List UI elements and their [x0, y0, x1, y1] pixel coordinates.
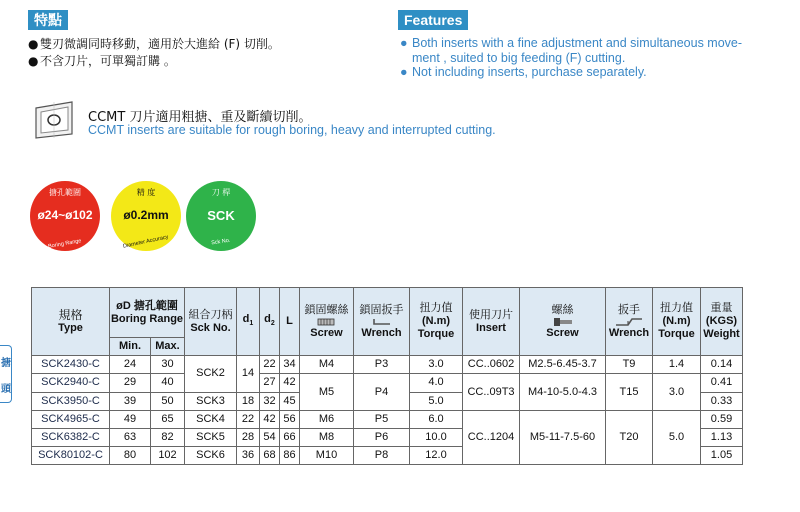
- header-l: L: [280, 288, 300, 356]
- header-torque2: 扭力值 (N.m) Torque: [653, 288, 701, 356]
- cell-max: 82: [151, 428, 185, 446]
- hex-key-icon: [371, 317, 393, 327]
- feature-zh-1: ● 雙刃微調同時移動，適用於大進給 (F) 切削。: [28, 37, 280, 51]
- cell-max: 65: [151, 410, 185, 428]
- cell-sck: SCK2: [185, 356, 237, 392]
- cell-wrench: P6: [354, 428, 410, 446]
- header-weight: 重量 (KGS) Weight: [701, 288, 743, 356]
- cell-weight: 0.41: [701, 374, 743, 392]
- header-d1: $d_1$: [237, 288, 260, 356]
- cell-screw2: M4-10-5.0-4.3: [520, 374, 606, 410]
- cell-d2: 54: [260, 428, 280, 446]
- cell-l: 66: [280, 428, 300, 446]
- cell-torque: 3.0: [410, 356, 463, 374]
- cell-weight: 0.33: [701, 392, 743, 410]
- table-row: [32, 374, 743, 392]
- cell-min: 80: [110, 447, 151, 465]
- bullet-icon: ●: [400, 36, 408, 50]
- cell-d1: 22: [237, 410, 260, 428]
- feature-en-1-cont: ment , suited to big feeding (F) cutting.: [412, 51, 626, 65]
- cell-min: 49: [110, 410, 151, 428]
- cell-torque: 12.0: [410, 447, 463, 465]
- cell-screw2: M2.5-6.45-3.7: [520, 356, 606, 374]
- cell-min: 63: [110, 428, 151, 446]
- cell-type: SCK80102-C: [32, 447, 110, 465]
- cell-min: 39: [110, 392, 151, 410]
- spec-table: [31, 287, 743, 465]
- ccmt-insert-icon: [32, 100, 76, 140]
- cell-max: 40: [151, 374, 185, 392]
- cell-screw: M5: [300, 374, 354, 410]
- cell-type: SCK6382-C: [32, 428, 110, 446]
- cell-screw: M10: [300, 447, 354, 465]
- cell-d1: 18: [237, 392, 260, 410]
- cell-torque2: 5.0: [653, 410, 701, 465]
- cell-torque2: 3.0: [653, 374, 701, 410]
- header-min: Min.: [110, 338, 151, 356]
- cell-d1: 36: [237, 447, 260, 465]
- side-tab-char-2: 頭: [1, 384, 11, 395]
- ccmt-en-text: CCMT inserts are suitable for rough boring, heavy and interrupted cutting.: [88, 123, 496, 137]
- cell-torque2: 1.4: [653, 356, 701, 374]
- cell-type: SCK2430-C: [32, 356, 110, 374]
- header-range: øD 搪孔範圍 Boring Range: [110, 288, 185, 338]
- cell-weight: 0.59: [701, 410, 743, 428]
- cell-max: 102: [151, 447, 185, 465]
- cell-torque: 6.0: [410, 410, 463, 428]
- feature-en-2: ● Not including inserts, purchase separately.: [400, 65, 647, 79]
- cell-screw: M6: [300, 410, 354, 428]
- cell-d2: 32: [260, 392, 280, 410]
- features-en-tag: Features: [398, 10, 468, 30]
- bullet-icon: ●: [28, 54, 39, 68]
- cell-insert: CC..0602: [463, 356, 520, 374]
- cell-screw: M8: [300, 428, 354, 446]
- cell-l: 56: [280, 410, 300, 428]
- cell-d2: 42: [260, 410, 280, 428]
- bullet-icon: ●: [400, 65, 408, 79]
- badge-main-value: ø0.2mm: [123, 208, 169, 222]
- cell-l: 34: [280, 356, 300, 374]
- cell-type: SCK3950-C: [32, 392, 110, 410]
- badge-main-value: ø24~ø102: [37, 208, 93, 222]
- cell-min: 29: [110, 374, 151, 392]
- badge-main-value: SCK: [207, 208, 235, 223]
- table-row: [32, 410, 743, 428]
- cell-l: 42: [280, 374, 300, 392]
- cell-d2: 22: [260, 356, 280, 374]
- header-torque: 扭力值 (N.m) Torque: [410, 288, 463, 356]
- screw-icon: [316, 317, 338, 327]
- badge-bottom-label: Diameter Accuracy: [122, 234, 169, 250]
- header-screw2: 螺絲 Screw: [520, 288, 606, 356]
- header-wrench2: 扳手 Wrench: [606, 288, 653, 356]
- header-screw: 鎖固螺絲 Screw: [300, 288, 354, 356]
- cell-d1: 14: [237, 356, 260, 392]
- header-insert: 使用刀片 Insert: [463, 288, 520, 356]
- badge-bottom-label: Boring Range: [47, 238, 82, 250]
- cell-sck: SCK3: [185, 392, 237, 410]
- feature-en-1: ● Both inserts with a fine adjustment and simultaneous move-: [400, 36, 743, 50]
- cell-weight: 1.13: [701, 428, 743, 446]
- cell-torque: 5.0: [410, 392, 463, 410]
- cell-type: SCK2940-C: [32, 374, 110, 392]
- ccmt-zh-text: CCMT 刀片適用粗搪、重及斷續切削。: [88, 110, 312, 125]
- header-sck: 組合刀柄 Sck No.: [185, 288, 237, 356]
- boring-range-badge: [30, 181, 100, 251]
- cell-wrench2: T20: [606, 410, 653, 465]
- cell-d2: 27: [260, 374, 280, 392]
- cell-l: 86: [280, 447, 300, 465]
- feature-zh-2: ● 不含刀片，可單獨訂購 。: [28, 54, 176, 68]
- sck-badge: [186, 181, 256, 251]
- cell-weight: 1.05: [701, 447, 743, 465]
- bullet-icon: ●: [28, 37, 39, 51]
- cell-wrench: P3: [354, 356, 410, 374]
- cell-max: 50: [151, 392, 185, 410]
- table-row: [32, 356, 743, 374]
- cell-sck: SCK4: [185, 410, 237, 428]
- side-tab-char-1: 搪: [1, 358, 11, 369]
- cell-wrench: P4: [354, 374, 410, 410]
- header-max: Max.: [151, 338, 185, 356]
- header-d2: $d_2$: [260, 288, 280, 356]
- cell-torque: 10.0: [410, 428, 463, 446]
- cell-wrench: P8: [354, 447, 410, 465]
- side-tab: [0, 345, 12, 403]
- cell-wrench2: T15: [606, 374, 653, 410]
- header-wrench: 鎖固扳手 Wrench: [354, 288, 410, 356]
- diameter-accuracy-badge: [111, 181, 181, 251]
- cell-torque: 4.0: [410, 374, 463, 392]
- badge-top-label: 搪孔範圍: [49, 188, 81, 197]
- torx-wrench-icon: [614, 317, 644, 327]
- features-zh-tag: 特點: [28, 10, 68, 30]
- cell-sck: SCK6: [185, 447, 237, 465]
- badge-top-label: 精 度: [136, 188, 156, 197]
- cell-screw2: M5-11-7.5-60: [520, 410, 606, 465]
- cell-screw: M4: [300, 356, 354, 374]
- cell-type: SCK4965-C: [32, 410, 110, 428]
- cell-max: 30: [151, 356, 185, 374]
- cell-weight: 0.14: [701, 356, 743, 374]
- badge-top-label: 刀 桿: [211, 188, 231, 197]
- cell-insert: CC..09T3: [463, 374, 520, 410]
- cell-wrench: P5: [354, 410, 410, 428]
- cell-l: 45: [280, 392, 300, 410]
- header-type: 規格 Type: [32, 288, 110, 356]
- cell-sck: SCK5: [185, 428, 237, 446]
- insert-screw-icon: [552, 317, 574, 327]
- cell-d1: 28: [237, 428, 260, 446]
- cell-d2: 68: [260, 447, 280, 465]
- cell-insert: CC..1204: [463, 410, 520, 465]
- badge-bottom-label: Sck No.: [210, 237, 231, 247]
- cell-min: 24: [110, 356, 151, 374]
- cell-wrench2: T9: [606, 356, 653, 374]
